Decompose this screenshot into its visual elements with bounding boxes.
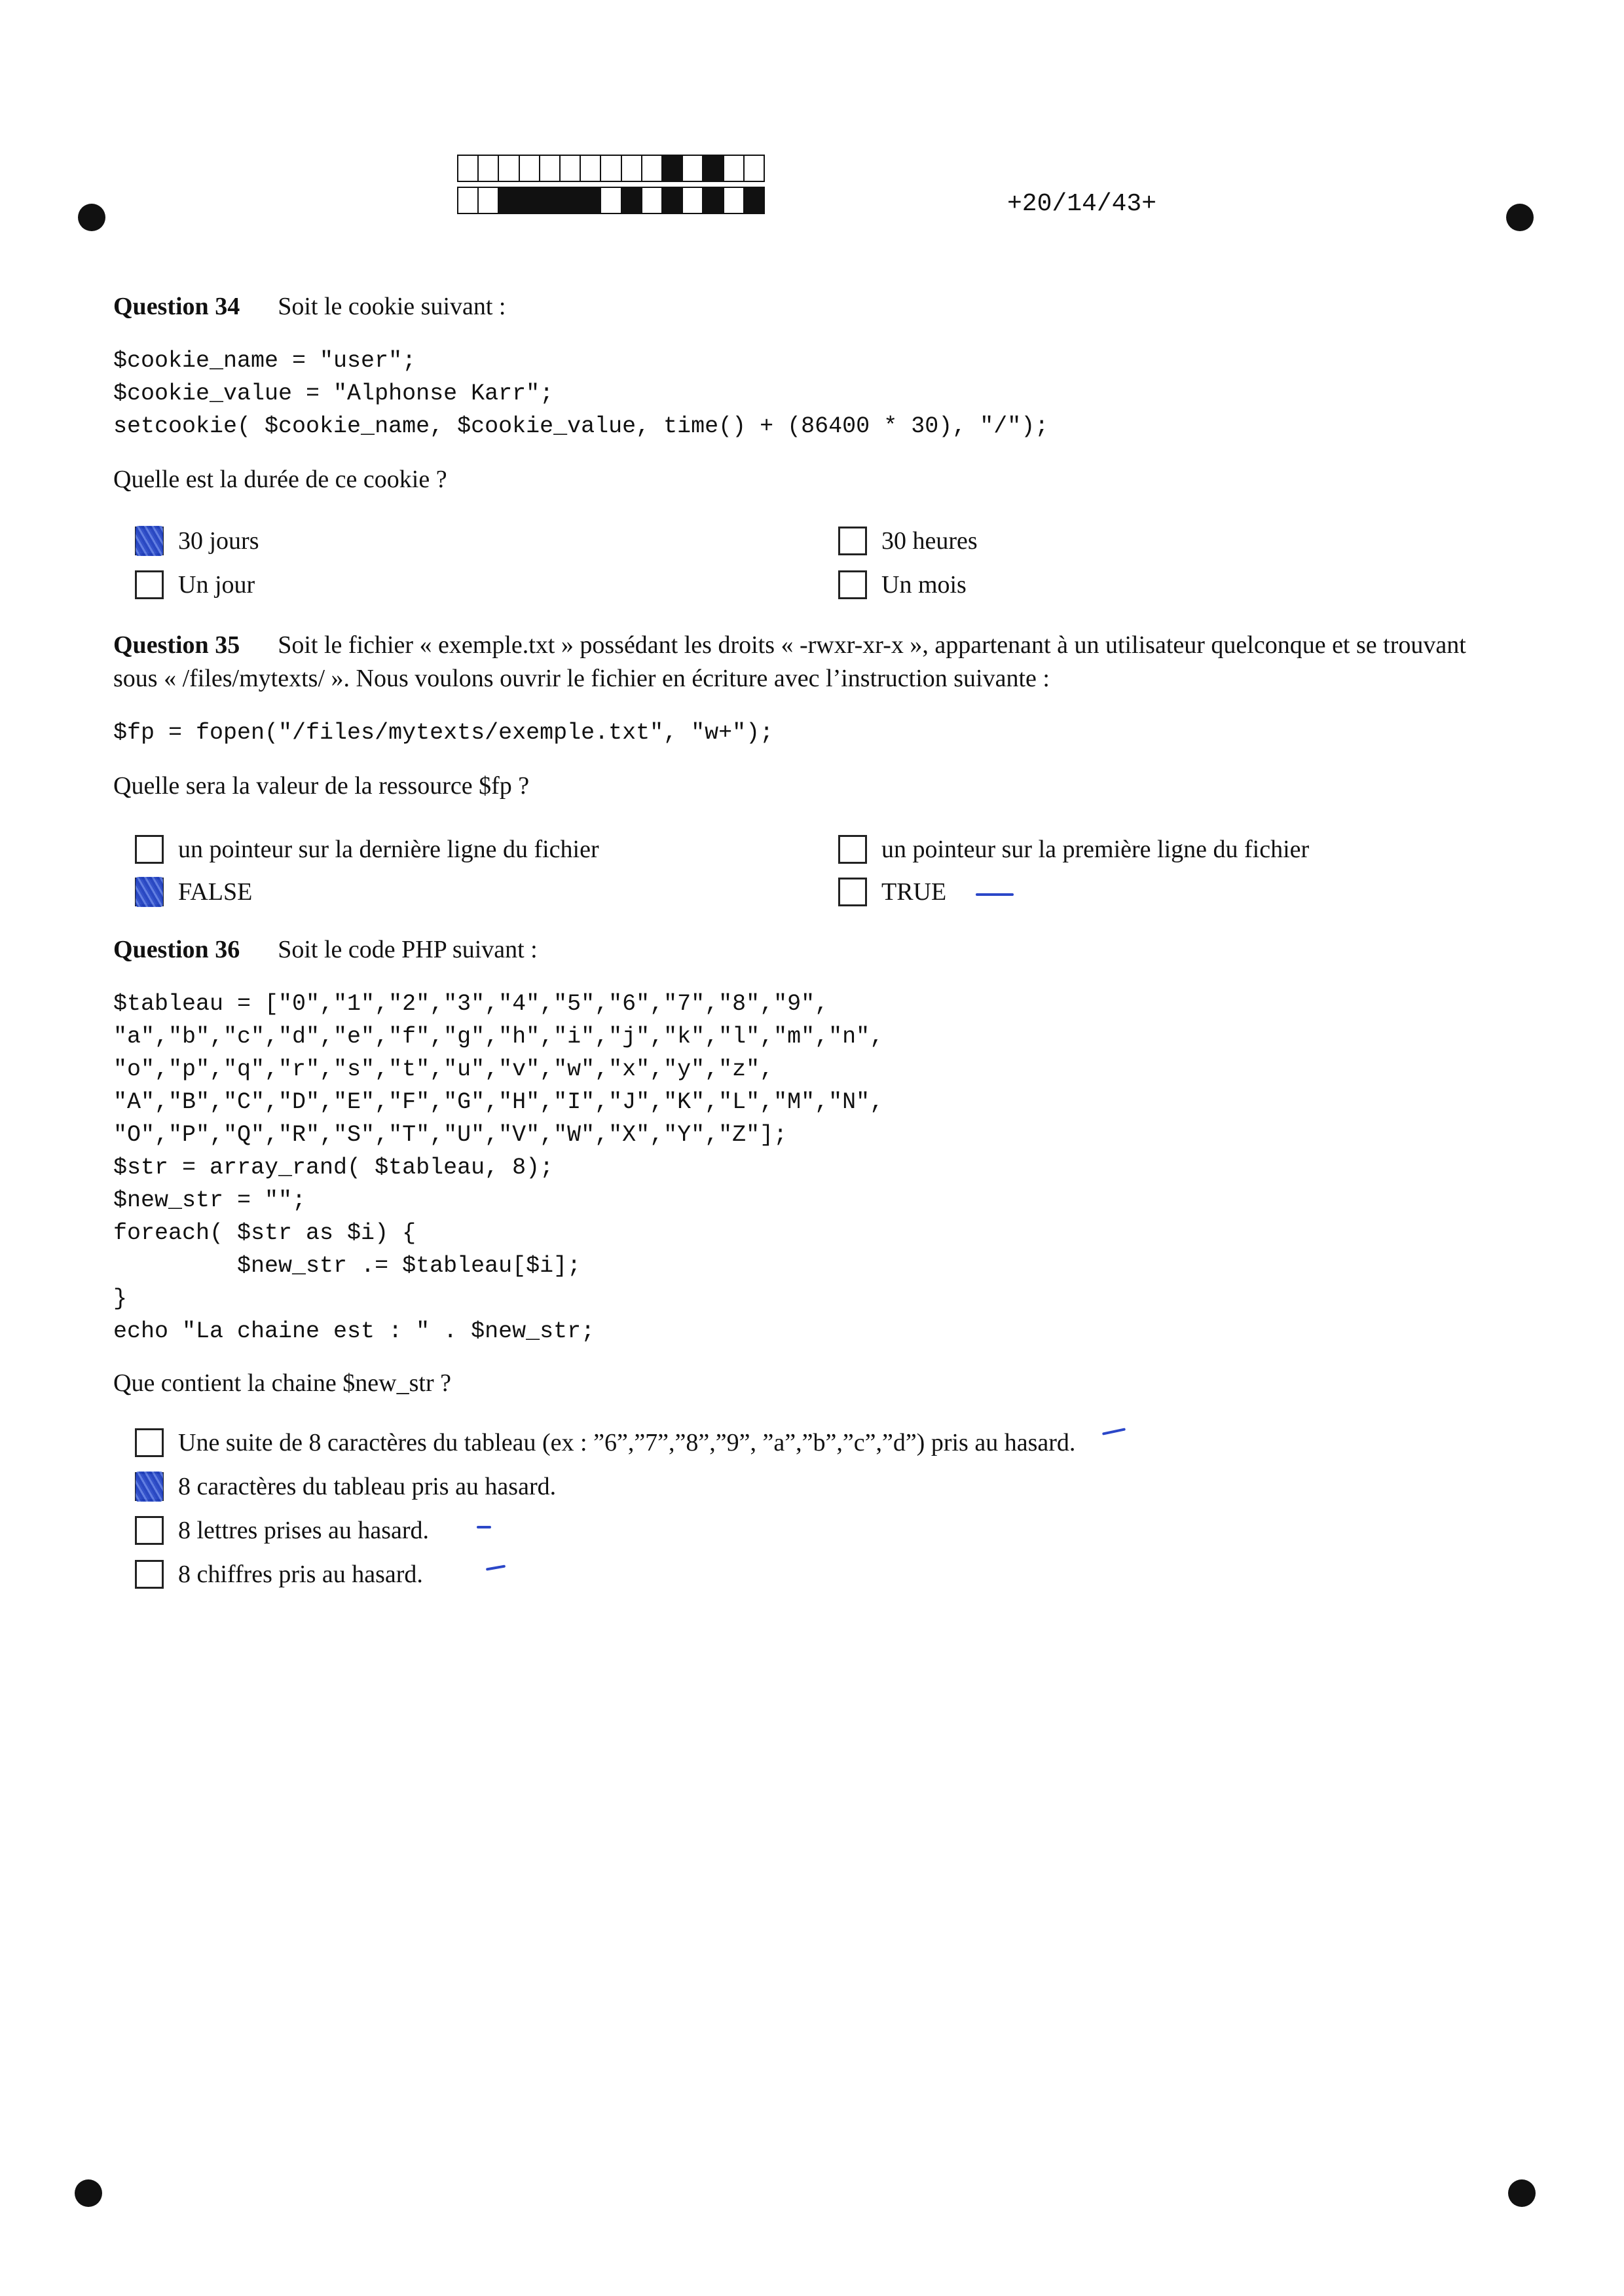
q34-option-1[interactable] xyxy=(135,527,259,555)
option-label: FALSE xyxy=(178,878,253,906)
q35-option-2[interactable] xyxy=(838,835,1309,864)
checkbox[interactable] xyxy=(135,570,164,599)
barcode-cell xyxy=(621,155,642,182)
barcode-cell xyxy=(498,155,519,182)
question-number: Question 34 xyxy=(113,293,240,320)
registration-mark-bottom-right xyxy=(1508,2179,1536,2207)
checkbox[interactable] xyxy=(838,527,867,555)
question-34-code: $cookie_name = "user"; $cookie_value = "Alphonse Karr"; setcookie( $cookie_name, $cookie_value, time() + (86400 * 30), "/"); xyxy=(113,348,1049,439)
barcode-cell xyxy=(600,187,621,214)
option-label: 8 lettres prises au hasard. xyxy=(178,1517,430,1544)
registration-mark-bottom-left xyxy=(75,2179,102,2207)
barcode-cell xyxy=(477,155,499,182)
barcode-cell xyxy=(661,155,683,182)
barcode-cell xyxy=(743,155,765,182)
question-35-statement xyxy=(113,629,1502,695)
barcode-cell xyxy=(723,155,745,182)
q34-option-3[interactable] xyxy=(135,570,255,599)
q35-option-3[interactable] xyxy=(135,878,252,906)
q36-option-3[interactable] xyxy=(135,1516,429,1545)
question-35-prompt: Quelle sera la valeur de la ressource $fp ? xyxy=(113,772,530,800)
question-36-code: $tableau = ["0","1","2","3","4","5","6","7","8","9", "a","b","c","d","e","f","g","h","i","j","k","l","m","n", "o","p","q","r","s","t","u","v","w","x","y","z", "A","B","C","D","E","F","G","H","I","J","K","L","M","N", "O","P","Q","R","S","T","U","V","W","X","Y","Z"]; $str = array_rand( $tableau, 8); $new_str = ""; foreach( $str as $i) { $new_str .= $tableau[$i]; } echo "La chaine est : " . $new_str; xyxy=(113,991,884,1344)
checkbox[interactable] xyxy=(135,1560,164,1589)
barcode-cell xyxy=(559,155,581,182)
q34-option-2[interactable] xyxy=(838,527,978,555)
checkbox[interactable] xyxy=(135,527,164,555)
barcode-row-2 xyxy=(458,187,765,214)
option-label: un pointeur sur la première ligne du fichier xyxy=(881,836,1310,863)
q36-option-4[interactable] xyxy=(135,1560,423,1589)
question-34-prompt: Quelle est la durée de ce cookie ? xyxy=(113,466,447,493)
barcode-cell xyxy=(641,187,663,214)
barcode-cell xyxy=(559,187,581,214)
barcode-cell xyxy=(457,155,479,182)
registration-mark-top-left xyxy=(78,204,105,231)
barcode-cell xyxy=(723,187,745,214)
barcode-cell xyxy=(477,187,499,214)
barcode-cell xyxy=(661,187,683,214)
checkbox[interactable] xyxy=(135,1428,164,1457)
question-number: Question 36 xyxy=(113,936,240,963)
checkbox[interactable] xyxy=(135,835,164,864)
option-label: Une suite de 8 caractères du tableau (ex : ”6”,”7”,”8”,”9”, ”a”,”b”,”c”,”d”) pris au hasard. xyxy=(178,1429,1076,1456)
barcode-cell xyxy=(743,187,765,214)
checkbox[interactable] xyxy=(838,570,867,599)
question-number: Question 35 xyxy=(113,631,240,659)
question-35-code: $fp = fopen("/files/mytexts/exemple.txt", "w+"); xyxy=(113,720,774,746)
q36-option-2[interactable] xyxy=(135,1472,556,1501)
checkbox[interactable] xyxy=(838,878,867,906)
pen-stroke xyxy=(976,893,1014,896)
question-36-title xyxy=(113,935,538,964)
option-label: un pointeur sur la dernière ligne du fichier xyxy=(178,836,599,863)
barcode-cell xyxy=(539,187,561,214)
barcode-cell xyxy=(682,155,703,182)
option-label: 8 caractères du tableau pris au hasard. xyxy=(178,1473,557,1500)
barcode-cell xyxy=(580,155,601,182)
option-label: Un jour xyxy=(178,571,255,599)
barcode-cell xyxy=(600,155,621,182)
barcode-cell xyxy=(702,187,724,214)
checkbox[interactable] xyxy=(135,878,164,906)
checkbox[interactable] xyxy=(135,1516,164,1545)
barcode-cell xyxy=(641,155,663,182)
sheet-id: +20/14/43+ xyxy=(1007,190,1157,218)
checkbox[interactable] xyxy=(838,835,867,864)
question-statement: Soit le code PHP suivant : xyxy=(278,936,538,963)
pen-stroke xyxy=(1102,1428,1126,1435)
question-34-title xyxy=(113,292,506,321)
question-36-prompt: Que contient la chaine $new_str ? xyxy=(113,1369,451,1397)
pen-stroke xyxy=(477,1526,491,1528)
barcode-cell xyxy=(539,155,561,182)
option-label: TRUE xyxy=(881,878,947,906)
pen-stroke xyxy=(486,1565,506,1570)
barcode-cell xyxy=(621,187,642,214)
barcode-cell xyxy=(457,187,479,214)
barcode-cell xyxy=(580,187,601,214)
question-statement: Soit le cookie suivant : xyxy=(278,293,506,320)
registration-mark-top-right xyxy=(1506,204,1534,231)
option-label: 30 jours xyxy=(178,527,259,555)
q34-option-4[interactable] xyxy=(838,570,967,599)
option-label: Un mois xyxy=(881,571,967,599)
barcode-cell xyxy=(519,187,540,214)
q35-option-1[interactable] xyxy=(135,835,599,864)
barcode-row-1 xyxy=(458,155,765,182)
q35-option-4[interactable] xyxy=(838,878,946,906)
barcode-cell xyxy=(702,155,724,182)
barcode-cell xyxy=(682,187,703,214)
option-label: 8 chiffres pris au hasard. xyxy=(178,1561,423,1588)
question-text: Soit le fichier « exemple.txt » possédant les droits « -rwxr-xr-x », appartenant à un utilisateur quelconque et se trouvant sous « /files/mytexts/ ». Nous voulons ouvrir le fichier en écriture avec l’instruction suivante : xyxy=(113,631,1466,692)
barcode-cell xyxy=(498,187,519,214)
q36-option-1[interactable] xyxy=(135,1428,1075,1457)
checkbox[interactable] xyxy=(135,1472,164,1501)
barcode-cell xyxy=(519,155,540,182)
option-label: 30 heures xyxy=(881,527,978,555)
